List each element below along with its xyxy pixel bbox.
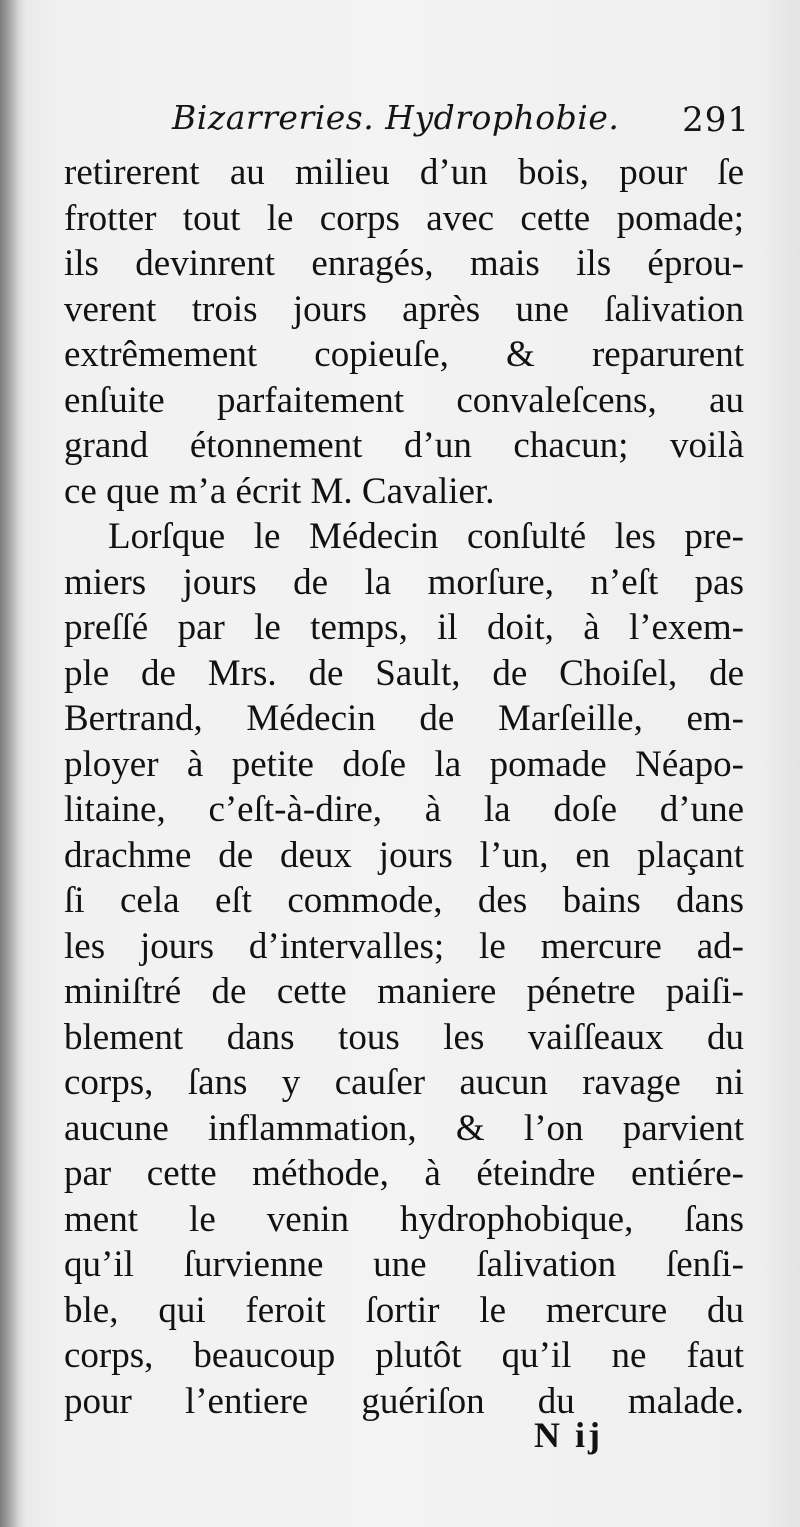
text-line: Lorſque le Médecin conſulté les pre- <box>108 516 744 557</box>
text-line: extrêmement copieuſe, & reparurent <box>64 334 744 375</box>
text-line: verent trois jours après une ſalivation <box>64 288 744 330</box>
page-number: 291 <box>682 100 750 140</box>
text-line: Bertrand, Médecin de Marſeille, em- <box>64 698 744 739</box>
text-line: ple de Mrs. de Sault, de Choiſel, de <box>64 652 744 694</box>
binding-shadow <box>0 0 26 1527</box>
text-line: preſſé par le temps, il doit, à l’exem- <box>64 607 744 648</box>
text-line: frotter tout le corps avec cette pomade; <box>64 197 744 239</box>
text-line: pour l’entiere guériſon du malade. <box>64 1380 744 1422</box>
text-line: corps, beaucoup plutôt qu’il ne faut <box>64 1335 744 1376</box>
text-line: miers jours de la morſure, n’eſt pas <box>64 561 744 603</box>
text-line: ſi cela eſt commode, des bains dans <box>64 880 744 921</box>
text-line: qu’il ſurvienne une ſalivation ſenſi- <box>64 1244 744 1285</box>
text-line: miniſtré de cette maniere pénetre paiſi- <box>64 971 744 1012</box>
text-line: par cette méthode, à éteindre entiére- <box>64 1153 744 1194</box>
text-line: ce que m’a écrit M. Cavalier. <box>64 470 495 512</box>
text-line: aucune inflammation, & l’on parvient <box>64 1107 744 1149</box>
signature-mark: N ij <box>534 1415 603 1455</box>
text-line: les jours d’intervalles; le mercure ad- <box>64 925 744 967</box>
body-text <box>64 150 744 1424</box>
text-line: grand étonnement d’un chacun; voilà <box>64 425 744 466</box>
text-line: blement dans tous les vaiſſeaux du <box>64 1016 744 1058</box>
text-line: ment le venin hydrophobique, ſans <box>64 1198 744 1240</box>
text-line: ble, qui feroit ſortir le mercure du <box>64 1289 744 1331</box>
page-header <box>60 92 750 144</box>
text-line: retirerent au milieu d’un bois, pour ſe <box>64 152 744 193</box>
text-line: litaine, c’eſt-à-dire, à la doſe d’une <box>64 789 744 830</box>
text-line: ployer à petite doſe la pomade Néapo- <box>64 743 744 785</box>
text-line: corps, ſans y cauſer aucun ravage ni <box>64 1062 744 1103</box>
running-head: Bizarreries. Hydrophobie. <box>172 98 620 137</box>
text-line: ils devinrent enragés, mais ils éprou- <box>64 243 744 284</box>
text-line: drachme de deux jours l’un, en plaçant <box>64 834 744 876</box>
text-line: enſuite parfaitement convaleſcens, au <box>64 379 744 421</box>
